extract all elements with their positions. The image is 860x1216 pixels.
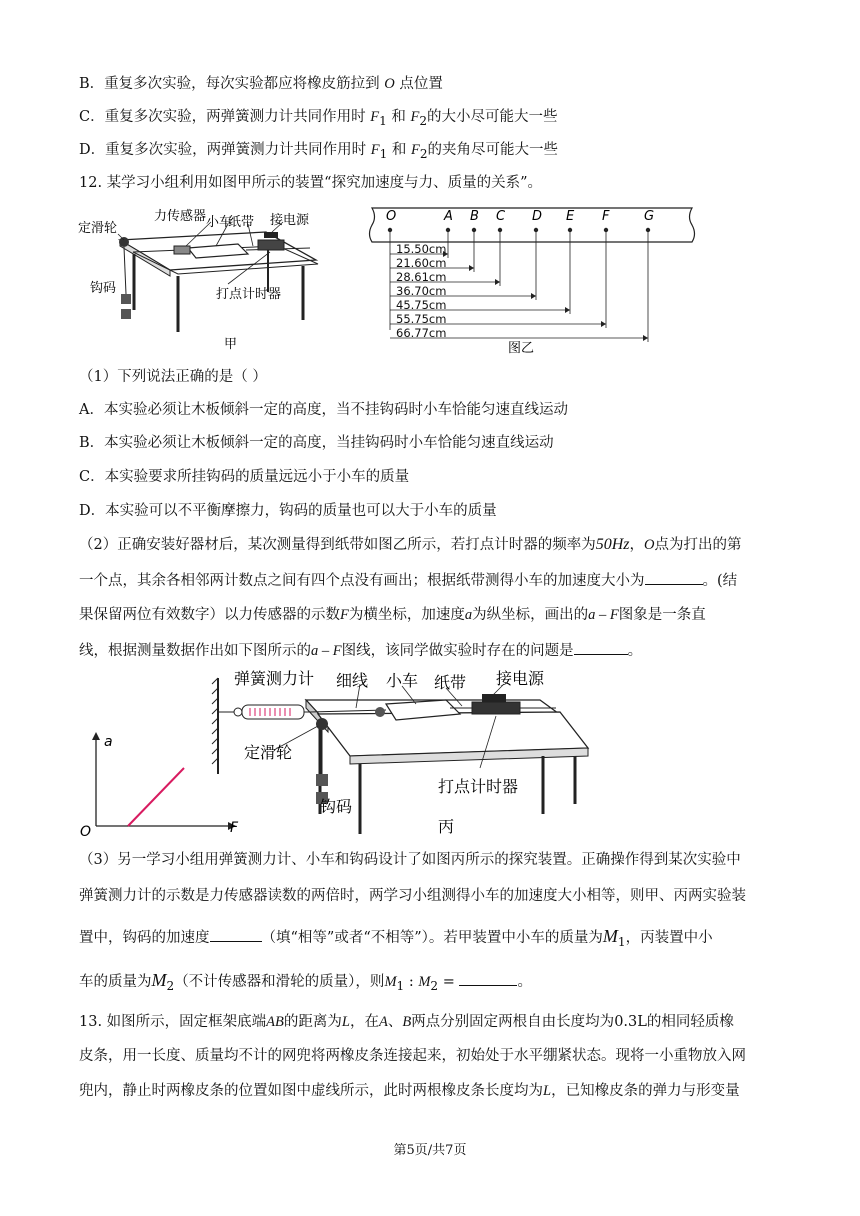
label-pulley-bing: 定滑轮 — [244, 743, 293, 762]
tape-point-label: E — [566, 209, 575, 224]
a-f-line — [128, 768, 184, 826]
q13-line2: 皮条，用一长度、质量均不计的网兜将两橡皮条连接起来，初始处于水平绷紧状态。现将一小重物放入网 — [79, 1048, 746, 1064]
label-weight-bing: 钩码 — [320, 797, 353, 816]
origin-label: O — [80, 824, 92, 840]
label-sensor: 力传感器 — [154, 209, 207, 224]
q12-option-b: B．本实验必须让木板倾斜一定的高度，当挂钩码时小车恰能匀速直线运动 — [79, 435, 554, 451]
label-car-bing: 小车 — [386, 671, 419, 690]
tape-point-label: G — [644, 209, 655, 224]
q12-option-a: A．本实验必须让木板倾斜一定的高度，当不挂钩码时小车恰能匀速直线运动 — [79, 402, 568, 418]
label-spring: 弹簧测力计 — [234, 669, 315, 688]
q12-option-c: C．本实验要求所挂钩码的质量远远小于小车的质量 — [79, 469, 410, 485]
x-axis-label: F — [230, 820, 239, 836]
answer-blank-ratio[interactable] — [459, 971, 517, 986]
tape-point-label: C — [496, 209, 506, 224]
caption-yi: 图乙 — [508, 341, 535, 356]
tape-dot — [498, 228, 502, 232]
label-car: 小车 — [206, 215, 233, 230]
option-d: D．重复多次实验，两弹簧测力计共同作用时 $F_1$ 和 $F_2$的夹角尽可能大一些 — [79, 142, 559, 161]
q12-part2-line1: （2）正确安装好器材后，某次测量得到纸带如图乙所示，若打点计时器的频率为50Hz，O点为打出的第 — [79, 536, 742, 553]
distance-arrow — [565, 307, 570, 313]
tape-dot — [472, 228, 476, 232]
distance-label: 15.50cm — [396, 242, 447, 256]
q12-part3-line4: 车的质量为$M_2$（不计传感器和滑轮的质量），则$M_1$ : $M_2$ = 。 — [79, 970, 532, 993]
distance-arrow — [531, 293, 536, 299]
q12-part2-line2: 一个点，其余各相邻两计数点之间有四个点没有画出；根据纸带测得小车的加速度大小为 。(结 — [79, 570, 737, 591]
tape-dot — [388, 228, 392, 232]
distance-label: 36.70cm — [396, 284, 447, 298]
q12-part2-line4: 线，根据测量数据作出如下图所示的a – F图线，该同学做实验时存在的问题是 。 — [79, 640, 642, 661]
caption-bing: 丙 — [438, 817, 455, 836]
tape-point-label: F — [602, 209, 610, 224]
tape-point-label: D — [532, 209, 543, 224]
figure-bing — [210, 664, 600, 840]
tape-dot — [446, 228, 450, 232]
distance-arrow — [643, 335, 648, 341]
figure-jia — [78, 202, 328, 360]
label-power-bing: 接电源 — [496, 669, 545, 688]
distance-arrow — [601, 321, 606, 327]
tape-point-label: B — [470, 209, 479, 224]
distance-label: 55.75cm — [396, 312, 447, 326]
option-b: B．重复多次实验，每次实验都应将橡皮筋拉到 O 点位置 — [79, 76, 443, 92]
q12-part2-line3: 果保留两位有效数字）以力传感器的示数F为横坐标，加速度a为纵坐标，画出的a – F图象是一条直 — [79, 607, 706, 623]
option-c: C．重复多次实验，两弹簧测力计共同作用时 $F_1$ 和 $F_2$的大小尽可能大一些 — [79, 109, 558, 128]
page-footer: 第5页/共7页 — [393, 1143, 467, 1158]
label-timer-bing: 打点计时器 — [438, 777, 519, 796]
tape-dot — [604, 228, 608, 232]
answer-blank-equal[interactable] — [210, 927, 262, 942]
q12-option-d: D．本实验可以不平衡摩擦力，钩码的质量也可以大于小车的质量 — [79, 503, 497, 519]
distance-label: 28.61cm — [396, 270, 447, 284]
figure-yi — [362, 202, 722, 362]
distance-arrow — [495, 279, 500, 285]
answer-blank-acceleration[interactable] — [645, 570, 703, 585]
y-axis-label: a — [104, 734, 113, 750]
q12-part1: （1）下列说法正确的是（ ） — [79, 369, 267, 385]
tape-point-label: A — [444, 209, 453, 224]
q12-part3-line3: 置中，钩码的加速度 （填“相等”或者“不相等”）。若甲装置中小车的质量为$M_1$，丙装置中小 — [79, 926, 713, 949]
label-pulley: 定滑轮 — [78, 221, 118, 236]
answer-blank-problem[interactable] — [574, 640, 628, 655]
distance-label: 45.75cm — [396, 298, 447, 312]
caption-jia: 甲 — [224, 337, 238, 352]
distance-arrow — [469, 265, 474, 271]
label-tape: 纸带 — [228, 215, 255, 230]
label-weight: 钩码 — [90, 281, 117, 296]
distance-label: 66.77cm — [396, 326, 447, 340]
label-tape-bing: 纸带 — [434, 673, 467, 692]
tape-dot — [568, 228, 572, 232]
tape-dot — [646, 228, 650, 232]
q12-part3-line1: （3）另一学习小组用弹簧测力计、小车和钩码设计了如图丙所示的探究装置。正确操作得到某次实验中 — [79, 852, 741, 868]
tape-dot — [534, 228, 538, 232]
label-power: 接电源 — [270, 213, 310, 228]
distance-label: 21.60cm — [396, 256, 447, 270]
q13-line3: 兜内，静止时两橡皮条的位置如图中虚线所示，此时两根橡皮条长度均为L，已知橡皮条的弹力与形变量 — [79, 1083, 740, 1099]
q12-stem: 12. 某学习小组利用如图甲所示的装置“探究加速度与力、质量的关系”。 — [79, 175, 542, 191]
label-string: 细线 — [336, 671, 369, 690]
q12-part3-line2: 弹簧测力计的示数是力传感器读数的两倍时，两学习小组测得小车的加速度大小相等，则甲、丙两实验装 — [79, 888, 746, 904]
tape-point-label: O — [386, 209, 397, 224]
label-timer: 打点计时器 — [216, 287, 282, 302]
q13-line1: 13. 如图所示，固定框架底端AB的距离为L，在A、B两点分别固定两根自由长度均为0.3L的相同轻质橡 — [79, 1014, 734, 1030]
